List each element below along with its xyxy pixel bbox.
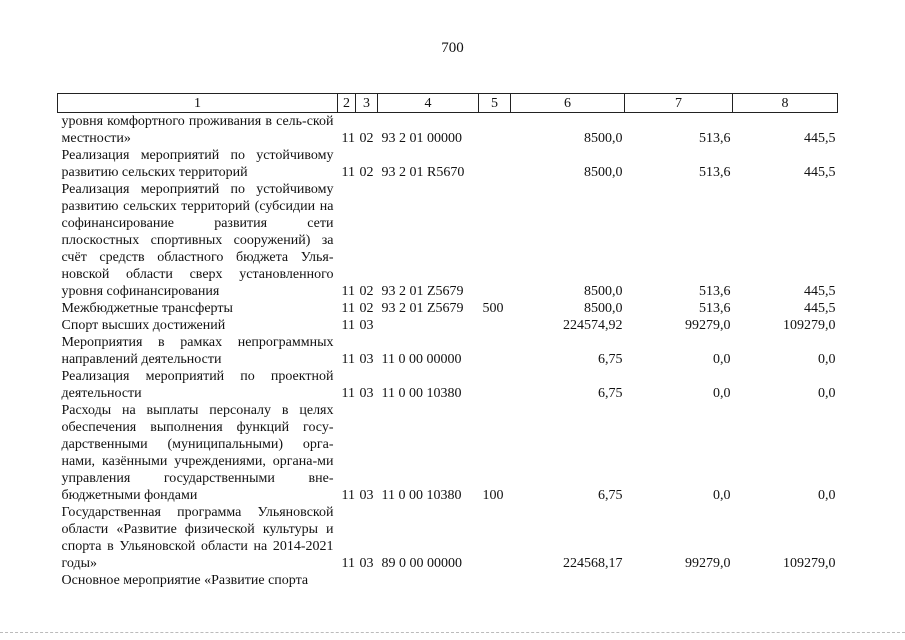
row-target-code: 93 2 01 00000 [381, 131, 462, 146]
row-subsection: 02 [359, 131, 374, 146]
row-value-col7: 0,0 [713, 488, 731, 503]
row-name: Государственная программа Ульяновской области «Развитие физической культуры и спорта в Ульяновской области на 2014-2021 годы» [61, 505, 334, 571]
row-value-col7: 0,0 [713, 386, 731, 401]
page-edge-divider [0, 632, 905, 633]
row-value-col7: 99279,0 [685, 556, 731, 571]
row-value-col8: 109279,0 [783, 556, 836, 571]
row-value-col8: 445,5 [804, 131, 836, 146]
row-value-col8 [733, 572, 838, 589]
row-name: Мероприятия в рамках непрограммных направлений деятельности [61, 335, 334, 367]
table-row [58, 147, 838, 181]
row-value-col8: 0,0 [818, 386, 836, 401]
row-expense-type: 100 [482, 488, 504, 503]
row-target-code: 93 2 01 Z5679 [381, 284, 464, 299]
row-subsection [356, 572, 378, 589]
row-expense-type [479, 147, 511, 181]
row-value-col6: 6,75 [598, 352, 623, 367]
header-col-7: 7 [625, 94, 733, 113]
row-value-col6: 8500,0 [584, 131, 623, 146]
row-value-col8: 445,5 [804, 165, 836, 180]
row-section: 11 [341, 284, 355, 299]
row-target-code [378, 317, 479, 334]
table-row [58, 402, 838, 504]
row-value-col6: 8500,0 [584, 284, 623, 299]
row-name: Расходы на выплаты персоналу в целях обеспечения выполнения функций госу-дарственными (муниципальными) орга-нами, казёнными учреждениями, органа-ми управления государственными вне-бюджетными фондами [61, 403, 334, 503]
row-target-code [378, 572, 479, 589]
row-subsection: 03 [359, 386, 374, 401]
row-target-code: 11 0 00 10380 [381, 488, 462, 503]
row-value-col7: 99279,0 [685, 318, 731, 333]
table-row [58, 300, 838, 317]
row-value-col8: 0,0 [818, 488, 836, 503]
row-target-code: 89 0 00 00000 [381, 556, 462, 571]
row-expense-type [479, 504, 511, 572]
budget-table [57, 93, 838, 589]
header-col-2: 2 [338, 94, 356, 113]
header-col-5: 5 [479, 94, 511, 113]
row-subsection: 02 [359, 165, 374, 180]
row-expense-type: 500 [482, 301, 504, 316]
row-section: 11 [341, 352, 355, 367]
header-col-6: 6 [511, 94, 625, 113]
row-subsection: 02 [359, 301, 374, 316]
row-name: Спорт высших достижений [61, 318, 226, 333]
row-section: 11 [341, 131, 355, 146]
row-section: 11 [341, 556, 355, 571]
row-expense-type [479, 334, 511, 368]
row-value-col7: 513,6 [699, 165, 731, 180]
row-subsection: 03 [359, 556, 374, 571]
row-value-col7: 0,0 [713, 352, 731, 367]
row-section: 11 [341, 386, 355, 401]
header-col-3: 3 [356, 94, 378, 113]
row-expense-type [479, 317, 511, 334]
row-section [338, 572, 356, 589]
table-row [58, 572, 838, 589]
row-value-col8: 109279,0 [783, 318, 836, 333]
row-value-col7: 513,6 [699, 284, 731, 299]
header-col-8: 8 [733, 94, 838, 113]
table-row [58, 317, 838, 334]
row-value-col6: 8500,0 [584, 165, 623, 180]
row-target-code: 11 0 00 00000 [381, 352, 462, 367]
row-value-col8: 0,0 [818, 352, 836, 367]
row-target-code: 11 0 00 10380 [381, 386, 462, 401]
row-name: уровня комфортного проживания в сель-ской местности» [61, 114, 334, 146]
table-row [58, 334, 838, 368]
header-col-1: 1 [58, 94, 338, 113]
row-name: Основное мероприятие «Развитие спорта [61, 573, 309, 588]
page-number: 700 [441, 40, 464, 56]
row-subsection: 03 [359, 318, 374, 333]
row-name: Реализация мероприятий по устойчивому развитию сельских территорий [61, 148, 334, 180]
table-row [58, 368, 838, 402]
table-row [58, 504, 838, 572]
row-section: 11 [341, 301, 355, 316]
row-value-col6: 224568,17 [563, 556, 623, 571]
row-subsection: 02 [359, 284, 374, 299]
row-expense-type [479, 181, 511, 300]
row-value-col6: 224574,92 [563, 318, 623, 333]
row-value-col6 [511, 572, 625, 589]
row-section: 11 [341, 488, 355, 503]
row-target-code: 93 2 01 Z5679 [381, 301, 464, 316]
row-section: 11 [341, 165, 355, 180]
row-name: Межбюджетные трансферты [61, 301, 233, 316]
row-subsection: 03 [359, 488, 374, 503]
row-name: Реализация мероприятий по проектной деятельности [61, 369, 334, 401]
row-expense-type [479, 113, 511, 148]
row-value-col7: 513,6 [699, 301, 731, 316]
row-value-col6: 6,75 [598, 386, 623, 401]
row-section: 11 [341, 318, 355, 333]
row-target-code: 93 2 01 R5670 [381, 165, 465, 180]
row-value-col7 [625, 572, 733, 589]
row-value-col6: 6,75 [598, 488, 623, 503]
row-expense-type [479, 368, 511, 402]
row-value-col8: 445,5 [804, 284, 836, 299]
row-name: Реализация мероприятий по устойчивому развитию сельских территорий (субсидии на софинансирование развития сети плоскостных спортивных сооружений) за счёт средств областного бюджета Улья-новской области сверх установленного уровня софинансирования [61, 182, 334, 299]
row-value-col7: 513,6 [699, 131, 731, 146]
header-col-4: 4 [378, 94, 479, 113]
row-value-col8: 445,5 [804, 301, 836, 316]
table-row [58, 113, 838, 148]
table-row [58, 181, 838, 300]
row-value-col6: 8500,0 [584, 301, 623, 316]
row-expense-type [479, 572, 511, 589]
table-header [58, 94, 838, 113]
row-subsection: 03 [359, 352, 374, 367]
